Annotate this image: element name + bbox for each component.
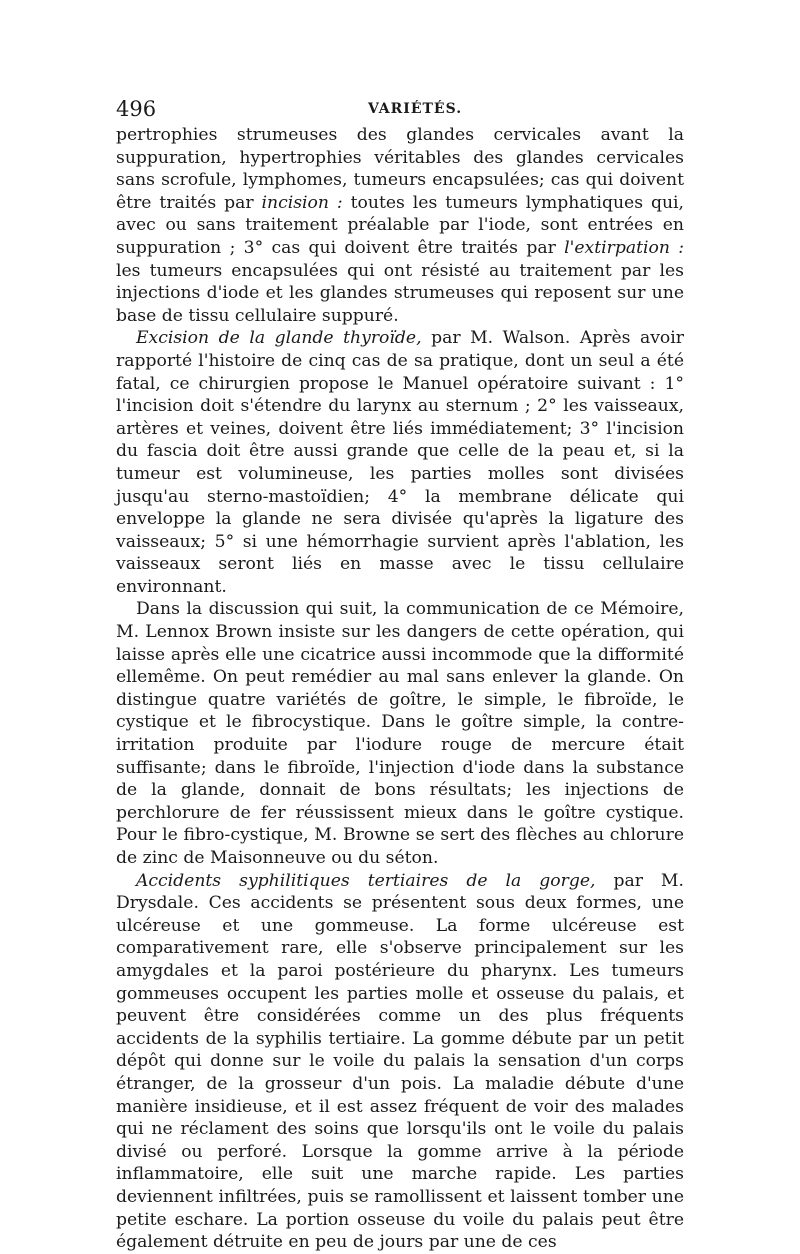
paragraph-1-text-e: les tumeurs encapsulées qui ont résisté au traitement par les injections d'iode et les glandes strumeuses qui reposent sur une base de tissu cellulaire suppuré. (116, 260, 684, 326)
paragraph-2 (116, 327, 684, 598)
paragraph-4 (116, 870, 684, 1254)
paragraph-2-text: par M. Walson. Après avoir rapporté l'histoire de cinq cas de sa pratique, dont un seul a été fatal, ce chirurgien propose le Manuel opératoire suivant : 1° l'incision doit s'étendre du larynx au sternum ; 2° les vaisseaux, artères et veines, doivent être liés immédiatement; 3° l'incision du fascia doit être aussi grande que celle de la peau et, si la tumeur est volumineuse, les parties molles sont divisées jusqu'au sterno-mastoïdien; 4° la membrane délicate qui enveloppe la glande ne sera divisée qu'après la ligature des vaisseaux; 5° si une hémorrhagie survient après l'ablation, les vaisseaux seront liés en masse avec le tissu cellulaire environnant. (116, 328, 684, 597)
paragraph-1-text-c: toutes les tumeurs lymphatiques qui, avec ou sans traitement préalable par l'iode, sont entrées en suppuration ; 3° cas qui doivent être traités par (116, 192, 685, 258)
paragraph-1-text-a: pertrophies strumeuses des glandes cervicales avant la suppuration, hypertrophies véritables des glandes cervicales sans scrofule, lymphomes, tumeurs encapsulées; cas qui doivent être traités par (116, 125, 684, 213)
paragraph-4-italic-title: Accidents syphilitiques tertiaires de la gorge, (136, 870, 596, 891)
page-number: 496 (116, 97, 157, 121)
paragraph-2-italic-title: Excision de la glande thyroïde, (136, 328, 422, 349)
paragraph-1 (116, 124, 684, 327)
paragraph-3-text: Dans la discussion qui suit, la communication de ce Mémoire, M. Lennox Brown insiste sur les dangers de cette opération, qui laisse après elle une cicatrice aussi incommode que la difformité ellemême. On peut remédier au mal sans enlever la glande. On distingue quatre variétés de goître, le simple, le fibroïde, le cystique et le fibrocystique. Dans le goître simple, la contre-irritation produite par l'iodure rouge de mercure était suffisante; dans le fibroïde, l'injection d'iode dans la substance de la glande, donnait de bons résultats; les injections de perchlorure de fer réussissent mieux dans le goître cystique. Pour le fibro-cystique, M. Browne se sert des flèches au chlorure de zinc de Maisonneuve ou du séton. (116, 599, 684, 868)
paragraph-3 (116, 598, 684, 869)
paragraph-4-text: par M. Drysdale. Ces accidents se présentent sous deux formes, une ulcéreuse et une gommeuse. La forme ulcéreuse est comparativement rare, elle s'observe principalement sur les amygdales et la paroi postérieure du pharynx. Les tumeurs gommeuses occupent les parties molle et osseuse du palais, et peuvent être considérées comme un des plus fréquents accidents de la syphilis tertiaire. La gomme débute par un petit dépôt qui donne sur le voile du palais la sensation d'un corps étranger, de la grosseur d'un pois. La maladie débute d'une manière insidieuse, et il est assez fréquent de voir des malades qui ne réclament des soins que lorsqu'ils ont le voile du palais divisé ou perforé. Lorsque la gomme arrive à la période inflammatoire, elle suit une marche rapide. Les parties deviennent infiltrées, puis se ramollissent et laissent tomber une petite eschare. La portion osseuse du voile du palais peut être également détruite en peu de jours par une de ces (116, 870, 684, 1253)
paragraph-1-italic-incision: incision : (261, 192, 343, 213)
body-text (116, 124, 684, 1254)
running-title: VARIÉTÉS. (368, 101, 463, 117)
paragraph-1-italic-extirpation: l'extirpation : (564, 237, 684, 258)
page-header (116, 96, 684, 124)
